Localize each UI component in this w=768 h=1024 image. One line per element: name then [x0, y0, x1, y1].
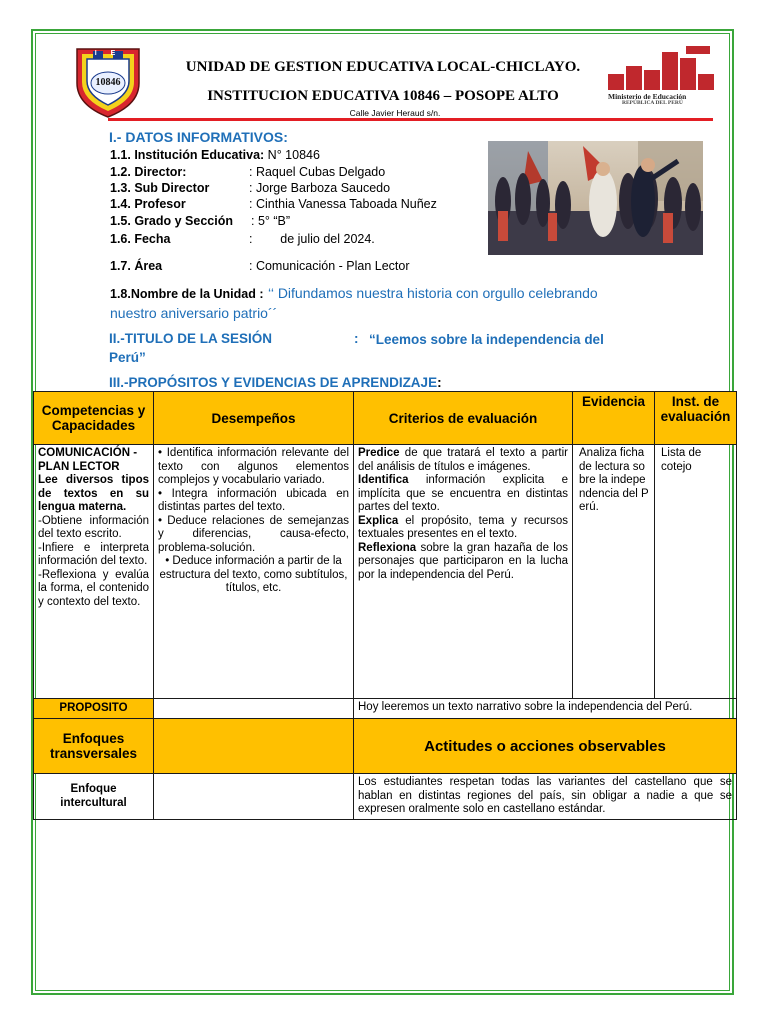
criterio-verb: Explica: [358, 514, 399, 527]
criterio-text: de que tratará el texto a partir del análisis de títulos e imágenes.: [358, 447, 568, 473]
datos-label: 1.6. Fecha: [110, 232, 171, 246]
datos-row: [110, 232, 170, 246]
capacidad: -Infiere e interpreta información del texto.: [38, 541, 149, 567]
datos-title: I.- DATOS INFORMATIVOS:: [109, 129, 288, 145]
desempeno-item: • Integra información ubicada en distintas partes del texto.: [158, 487, 349, 513]
datos-row: [110, 214, 233, 228]
enfoques-empty-cell: [154, 719, 354, 774]
criterio-item: [358, 447, 568, 474]
datos-label: 1.4. Profesor: [110, 197, 186, 211]
ministry-name: Ministerio de Educación: [608, 92, 687, 101]
school-address: Calle Javier Heraud s/n.: [349, 108, 441, 118]
datos-value: : de julio del 2024.: [249, 232, 375, 246]
header-instrumento: Inst. de evaluación: [655, 392, 737, 445]
actitudes-label: Actitudes o acciones observables: [354, 719, 737, 774]
instrumento-cell: Lista de cotejo: [655, 445, 737, 699]
datos-row: [110, 197, 186, 211]
sesion-title: “Leemos sobre la independencia del Perú”: [109, 332, 604, 365]
sesion-colon: :: [354, 331, 359, 346]
desempenos-cell: [154, 445, 354, 699]
enfoques-label: Enfoques transversales: [34, 719, 154, 774]
criterio-text: el propósito, tema y recursos textuales presentes en el texto.: [358, 514, 568, 540]
datos-label: 1.5. Grado y Sección: [110, 214, 233, 228]
criterio-text: información explicita e implícita que se encuentra en distintas partes del texto.: [358, 474, 568, 513]
criterio-verb: Predice: [358, 447, 400, 459]
datos-row: [110, 165, 186, 179]
datos-value: : 5° “B”: [251, 214, 291, 228]
propositos-colon: :: [437, 375, 442, 390]
criterio-verb: Reflexiona: [358, 541, 417, 554]
datos-value: : Comunicación - Plan Lector: [249, 259, 410, 273]
independence-painting-image: [488, 141, 703, 255]
competencia-cell: [34, 445, 154, 699]
enfoque-empty-cell: [154, 774, 354, 820]
header-criterios: Criterios de evaluación: [354, 392, 573, 445]
datos-label: 1.1. Institución Educativa:: [110, 148, 265, 162]
unidad-label: 1.8.Nombre de la Unidad :: [110, 287, 264, 301]
propositos-table: [33, 391, 737, 820]
datos-value: : Cinthia Vanessa Taboada Nuñez: [249, 197, 437, 211]
enfoque-text: Los estudiantes respetan todas las variantes del castellano que se hablan en distintas regiones del país, sin obligar a nadie a que se expresen oralmente solo en castellano estándar.: [354, 774, 737, 820]
proposito-empty-cell: [154, 699, 354, 719]
criterio-verb: Identifica: [358, 474, 409, 486]
datos-value: : Jorge Barboza Saucedo: [249, 181, 391, 195]
criterios-cell: [354, 445, 573, 699]
header-desempenos: Desempeños: [154, 392, 354, 445]
ministry-country: REPÚBLICA DEL PERÚ: [622, 100, 683, 106]
ministry-logo: [606, 44, 722, 92]
header-competencias: Competencias y Capacidades: [34, 392, 154, 445]
datos-row: [110, 148, 320, 162]
proposito-text: Hoy leeremos un texto narrativo sobre la independencia del Perú.: [354, 699, 737, 719]
datos-label: 1.2. Director:: [110, 165, 187, 179]
unidad-value: ‘‘ Difundamos nuestra historia con orgullo celebrando nuestro aniversario patrio´´: [110, 285, 598, 321]
desempeno-item: • Deduce relaciones de semejanzas y diferencias, causa-efecto, problema-solución.: [158, 514, 349, 554]
school-title: INSTITUCION EDUCATIVA 10846 – POSOPE ALTO: [207, 88, 559, 104]
datos-value: : Raquel Cubas Delgado: [249, 165, 386, 179]
sesion-label: II.-TITULO DE LA SESIÓN: [109, 331, 273, 346]
proposito-label: PROPOSITO: [34, 699, 154, 719]
ugel-title: UNIDAD DE GESTION EDUCATIVA LOCAL-CHICLAYO.: [185, 59, 581, 75]
desempeno-item: • Deduce información a partir de la estructura del texto, como subtítulos, títulos, etc.: [159, 555, 348, 594]
datos-row: [110, 259, 162, 273]
competencia-area: COMUNICACIÓN - PLAN LECTOR: [38, 447, 138, 473]
criterio-item: [358, 542, 568, 583]
criterio-item: [358, 474, 568, 515]
datos-label: 1.3. Sub Director: [110, 181, 210, 195]
competencia-name: Lee diversos tipos de textos en su lengua materna.: [38, 474, 149, 513]
crest-letters: I E: [94, 50, 122, 57]
desempeno-item: • Identifica información relevante del texto con algunos elementos complejos y vocabulario variado.: [158, 447, 349, 486]
header-evidencia: Evidencia: [573, 392, 655, 445]
unidad-block: [110, 284, 630, 323]
criterio-item: [358, 515, 568, 542]
crest-number: 10846: [95, 77, 121, 88]
criterio-text: sobre la gran hazaña de los personajes que participaron en la lucha por la independencia del Perú.: [358, 541, 568, 581]
propositos-title-text: III.-PROPÓSITOS Y EVIDENCIAS DE APRENDIZAJE: [109, 375, 438, 390]
datos-row: [110, 181, 209, 195]
evidencia-cell: Analiza ficha de lectura sobre la independencia del Perú.: [573, 445, 655, 699]
capacidad: -Obtiene información del texto escrito.: [38, 514, 149, 540]
header-divider: [108, 118, 713, 121]
capacidad: -Reflexiona y evalúa la forma, el contenido y contexto del texto.: [38, 568, 149, 608]
datos-value: N° 10846: [264, 148, 320, 162]
datos-label: 1.7. Área: [110, 259, 163, 273]
propositos-title: [109, 375, 442, 390]
enfoque-name: Enfoque intercultural: [34, 774, 154, 820]
